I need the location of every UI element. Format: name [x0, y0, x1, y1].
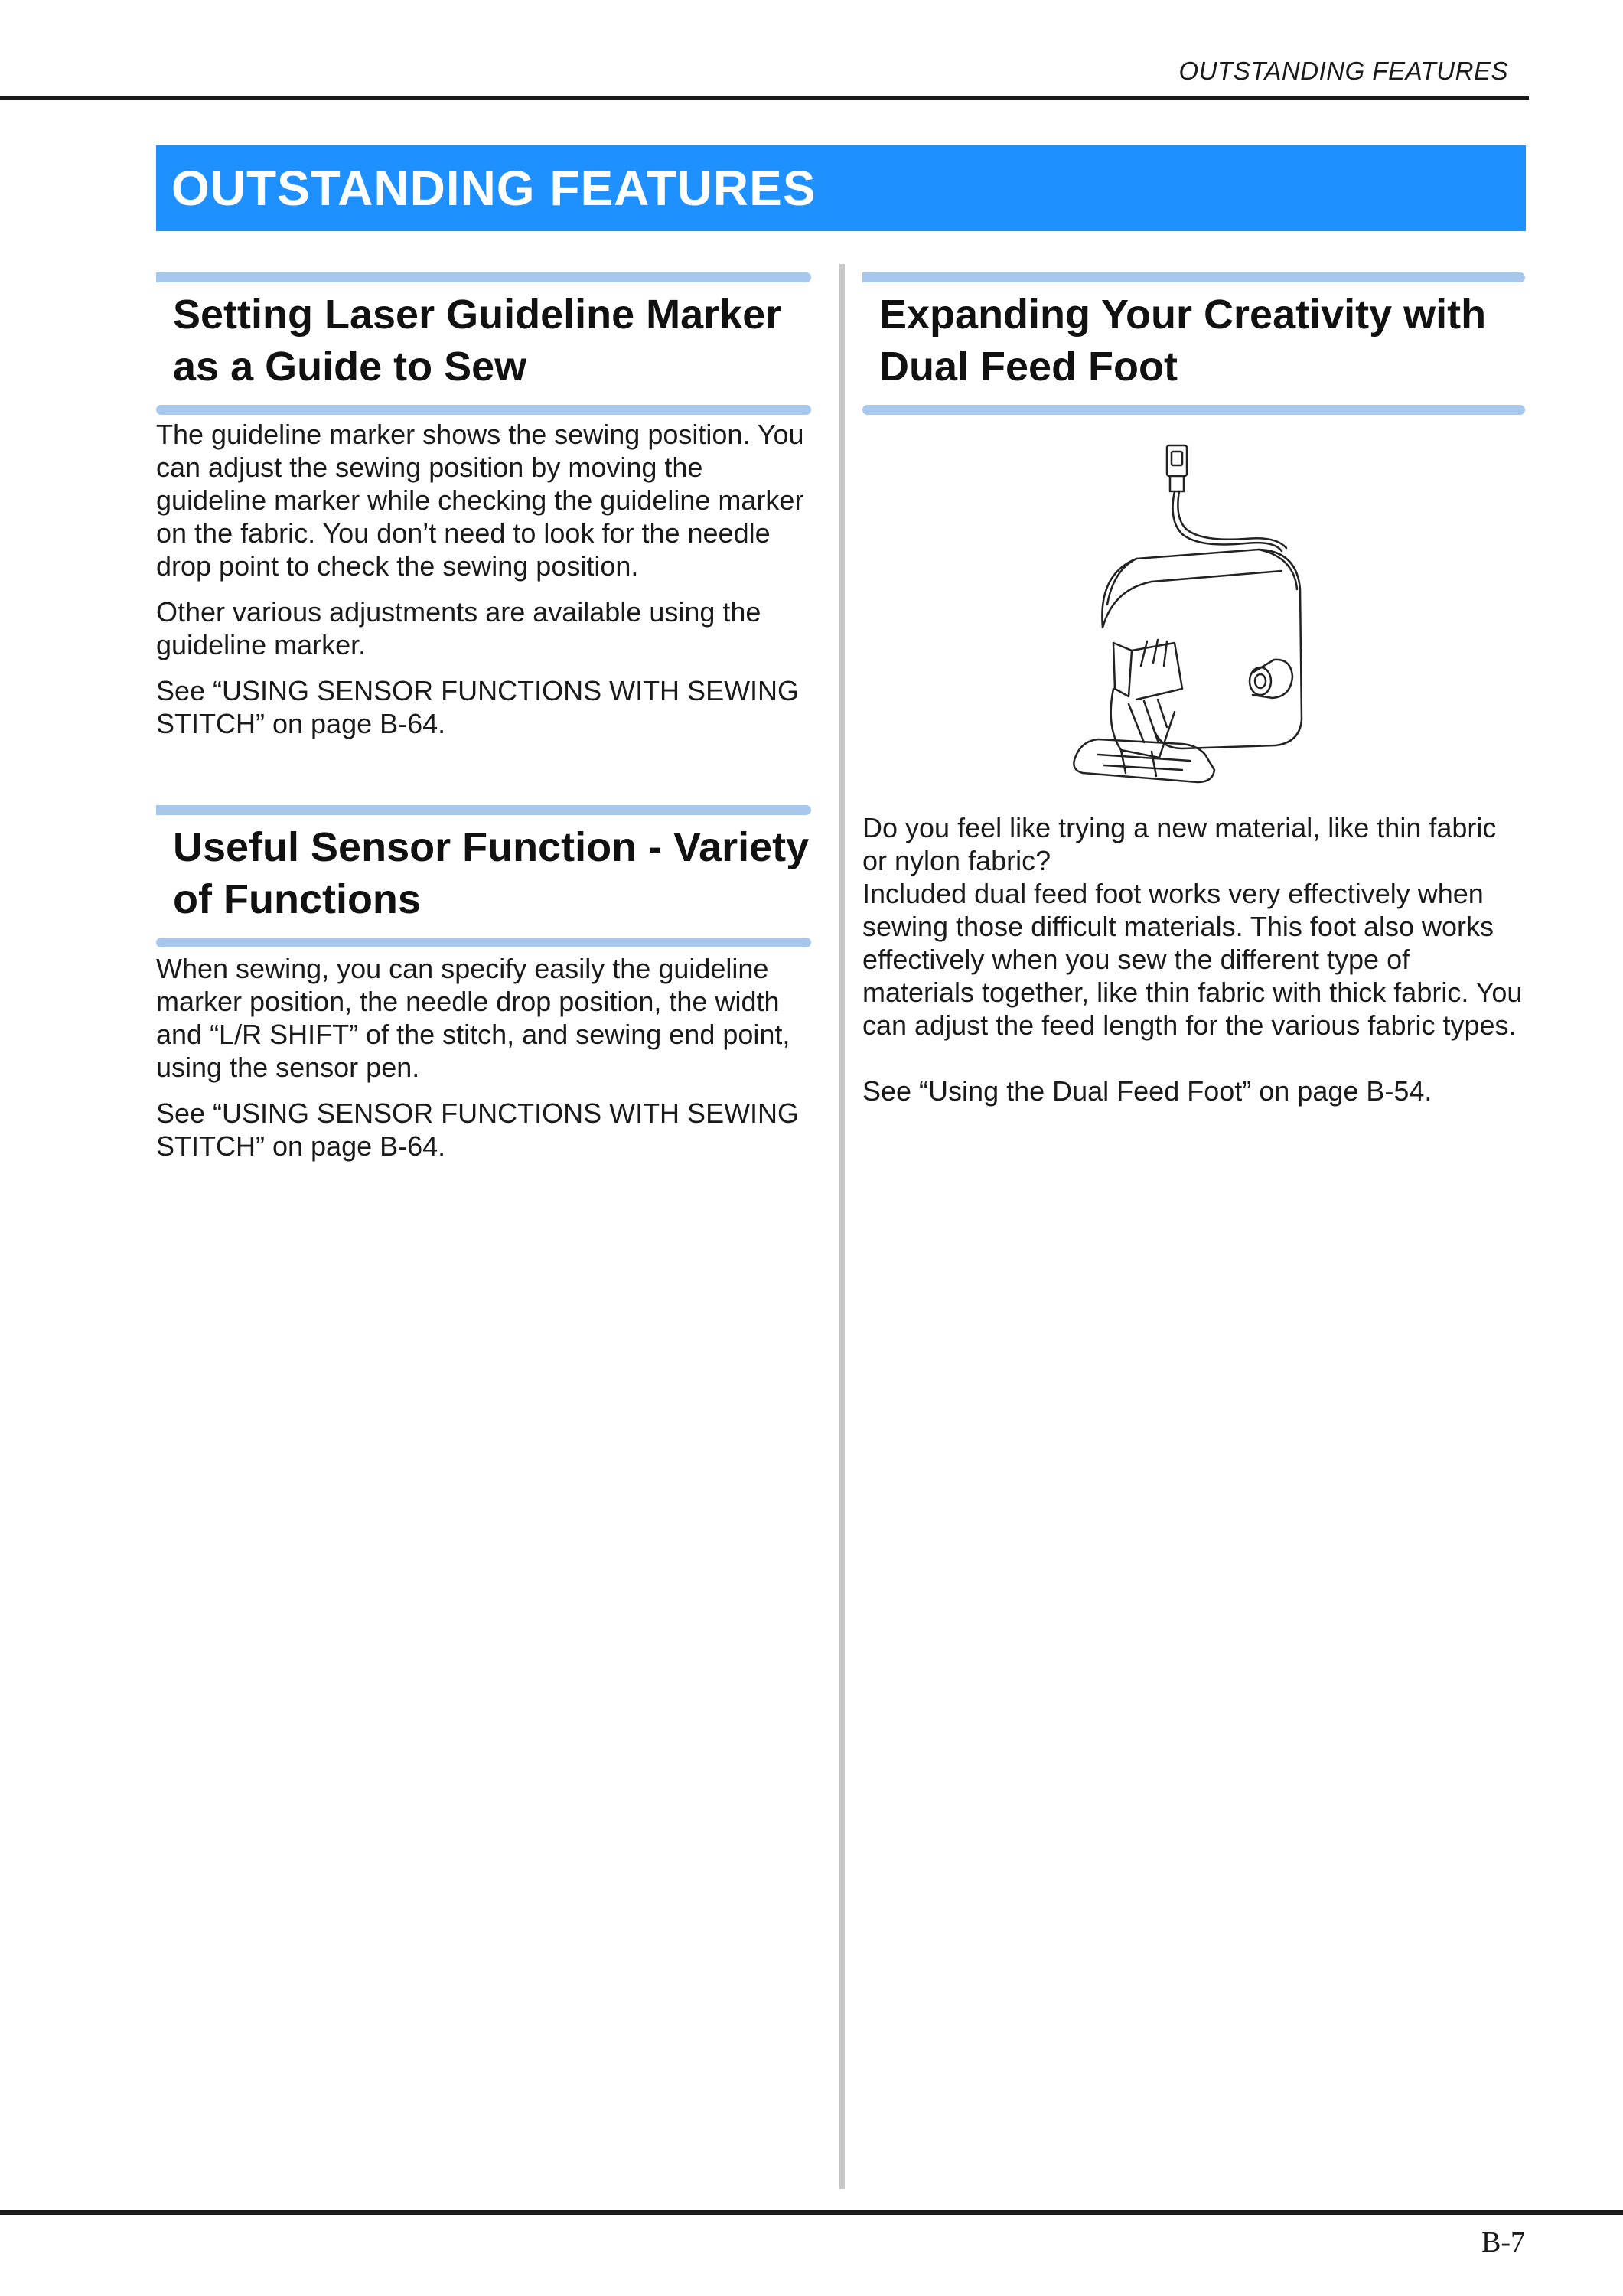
- header-rule: [0, 96, 1529, 100]
- heading-bar-top: [862, 272, 1525, 282]
- page-number: B-7: [1481, 2226, 1525, 2258]
- section-heading-laser-guideline: [156, 272, 811, 415]
- section-body-sensor-function: [156, 952, 814, 1176]
- cross-reference: See “USING SENSOR FUNCTIONS WITH SEWING STITCH” on page B-64.: [156, 1097, 800, 1162]
- heading-line-1: Useful Sensor Function - Variety: [173, 824, 810, 870]
- dual-feed-foot-illustration: [1067, 436, 1366, 804]
- heading-line-1: Expanding Your Creativity with: [879, 292, 1487, 338]
- heading-line-2: as a Guide to Sew: [173, 344, 527, 390]
- running-header-title: OUTSTANDING FEATURES: [1178, 57, 1508, 85]
- column-divider: [839, 264, 845, 2189]
- section-body-dual-feed-foot: [862, 811, 1525, 1107]
- heading-text: [156, 282, 811, 393]
- heading-bar-top: [156, 272, 811, 282]
- paragraph: Other various adjustments are available using the guideline marker.: [156, 596, 761, 660]
- paragraph: Included dual feed foot works very effectively when sewing those difficult materials. This foot also works effectively when you sew the different type of materials together, like thin fabric with thick fabric. You can adjust the feed length for the various fabric types.: [862, 878, 1523, 1041]
- heading-line-1: Setting Laser Guideline Marker: [173, 292, 782, 338]
- page-title-band: [156, 145, 1526, 231]
- heading-bar-bottom: [862, 405, 1525, 415]
- heading-line-2: Dual Feed Foot: [879, 344, 1178, 390]
- page-title: OUTSTANDING FEATURES: [171, 161, 816, 216]
- section-heading-dual-feed-foot: [862, 272, 1525, 415]
- paragraph: Do you feel like trying a new material, like thin fabric or nylon fabric?: [862, 812, 1497, 876]
- footer-rule: [0, 2210, 1623, 2215]
- paragraph: When sewing, you can specify easily the guideline marker position, the needle drop position, the width and “L/R SHIFT” of the stitch, and sewing end point, using the sensor pen.: [156, 953, 790, 1083]
- heading-text: [156, 815, 811, 925]
- heading-bar-bottom: [156, 405, 811, 415]
- heading-line-2: of Functions: [173, 876, 421, 922]
- section-heading-sensor-function: [156, 805, 811, 947]
- paragraph: The guideline marker shows the sewing position. You can adjust the sewing position by moving the guideline marker while checking the guideline marker on the fabric. You don’t need to look for the needle drop point to check the sewing position.: [156, 419, 804, 582]
- heading-text: [862, 282, 1525, 393]
- section-body-laser-guideline: [156, 418, 814, 753]
- cross-reference: See “USING SENSOR FUNCTIONS WITH SEWING STITCH” on page B-64.: [156, 675, 800, 739]
- cross-reference: See “Using the Dual Feed Foot” on page B-54.: [862, 1075, 1432, 1107]
- heading-bar-bottom: [156, 938, 811, 947]
- heading-bar-top: [156, 805, 811, 815]
